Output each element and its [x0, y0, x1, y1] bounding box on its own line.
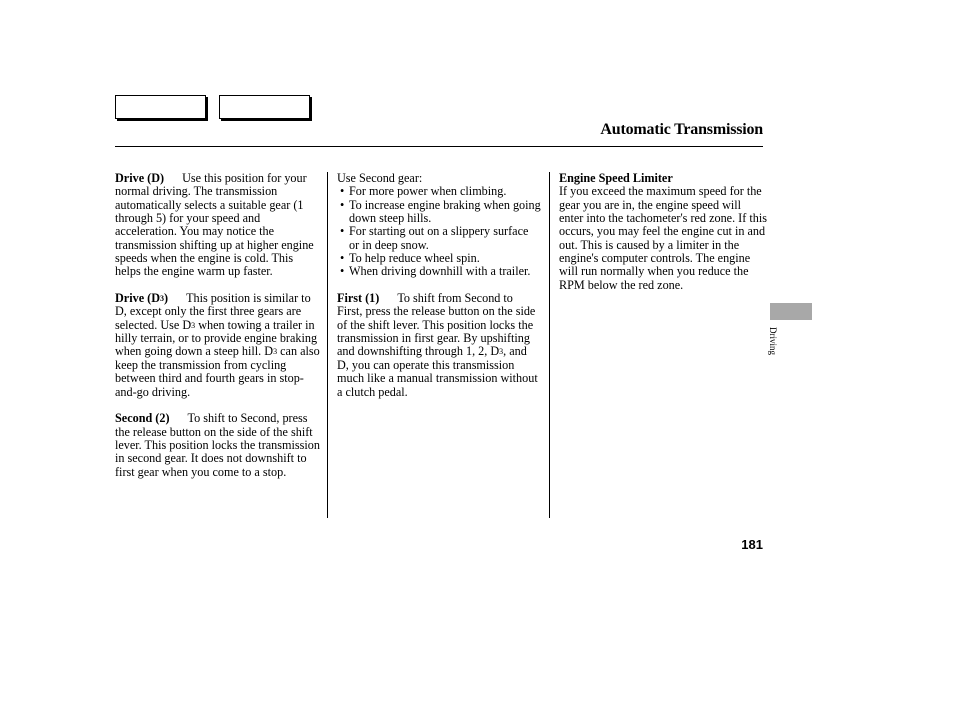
list-item: • For more power when climbing. — [337, 185, 541, 198]
section-heading-second: Second (2) — [115, 411, 170, 426]
section-heading-drive-d3: Drive (D3) — [115, 291, 169, 306]
section-text-drive-d3: This position is similar to D, except only the first three gears are selected. Use D3 when towing a trailer in hilly terrain, or to provide engine braking when going down a steep hill. D3 can also keep the transmission from cycling between third and fourth gears in stop-and-go driving. — [115, 291, 320, 399]
list-item: • To help reduce wheel spin. — [337, 252, 541, 265]
column-left — [115, 172, 320, 492]
section-heading-first: First (1) — [337, 291, 380, 306]
section-tab-marker — [770, 303, 812, 320]
section-heading-drive-d: Drive (D) — [115, 171, 165, 185]
list-item: • When driving downhill with a trailer. — [337, 265, 541, 278]
section-heading-engine-speed-limiter: Engine Speed Limiter — [559, 171, 673, 185]
column-right — [559, 172, 767, 292]
section-text-engine-speed-limiter: If you exceed the maximum speed for the gear you are in, the engine speed will enter into the tachometer's red zone. If this occurs, you may feel the engine cut in and out. This is caused by a limiter in the engine's computer controls. The engine will run normally when you reduce the RPM below the red zone. — [559, 184, 767, 292]
column-middle — [337, 172, 541, 412]
page-number: 181 — [741, 537, 763, 552]
section-text-first: To shift from Second to First, press the release button on the side of the shift lever. This position locks the transmission in first gear. By upshifting and downshifting through 1, 2, D3, and D, you can operate this transmission much like a manual transmission without a clutch pedal. — [337, 291, 538, 399]
second-gear-intro: Use Second gear: — [337, 171, 423, 185]
section-text-drive-d: Use this position for your normal driving. The transmission automatically selects a suitable gear (1 through 5) for your speed and acceleration. You may notice the transmission shifting up at higher engine speeds when the engine is cold. This helps the engine warm up faster. — [115, 171, 314, 279]
nav-box-2[interactable] — [219, 95, 310, 119]
section-second — [115, 412, 320, 479]
side-tab-label: Driving — [768, 327, 778, 355]
column-divider-2 — [549, 172, 550, 518]
list-item: • For starting out on a slippery surface or in deep snow. — [337, 225, 541, 252]
page-title: Automatic Transmission — [600, 121, 763, 138]
nav-box-1[interactable] — [115, 95, 206, 119]
second-gear-list — [337, 185, 541, 278]
section-drive-d3 — [115, 292, 320, 399]
column-divider-1 — [327, 172, 328, 518]
section-first — [337, 292, 541, 399]
list-item: • To increase engine braking when going down steep hills. — [337, 199, 541, 226]
section-drive-d — [115, 172, 320, 279]
section-text-second: To shift to Second, press the release button on the side of the shift lever. This position locks the transmission in second gear. It does not downshift to first gear when you come to a stop. — [115, 411, 320, 479]
header-rule — [115, 146, 763, 147]
